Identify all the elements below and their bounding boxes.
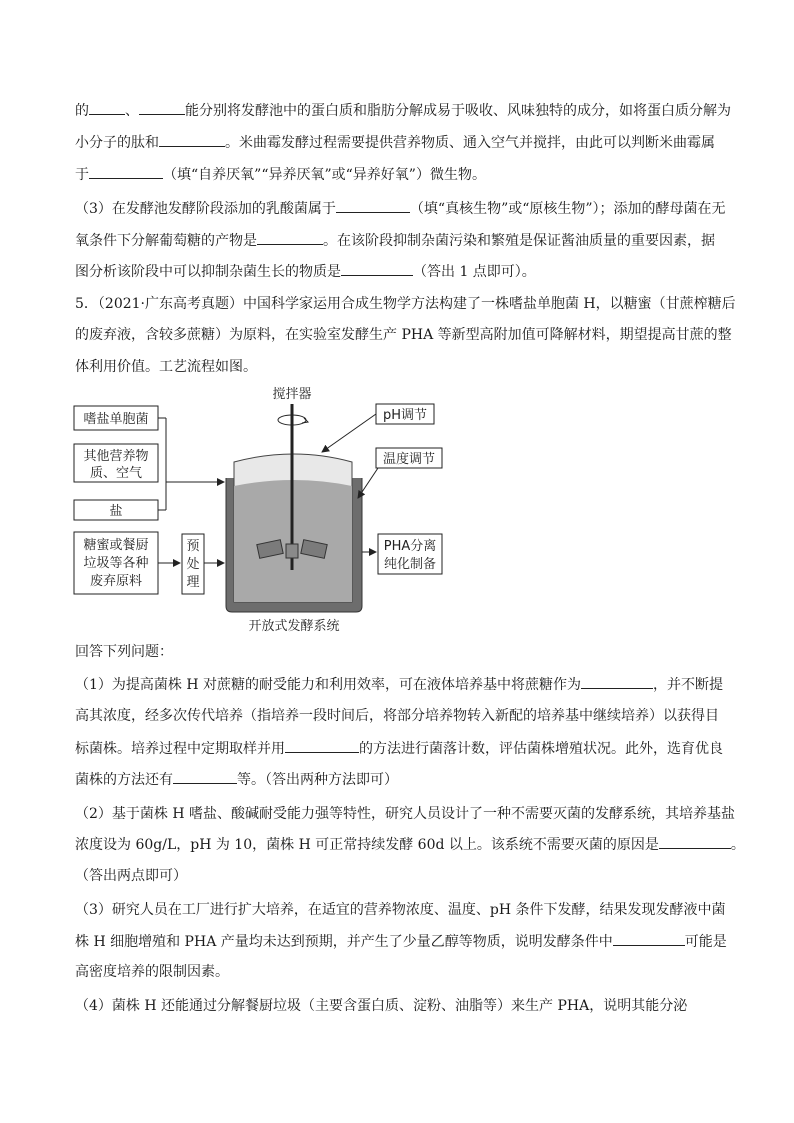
answer-blank <box>139 100 185 115</box>
text: 等。（答出两种方法即可） <box>237 772 398 788</box>
input-label-waste: 废弃原料 <box>89 574 143 589</box>
answer-blank <box>581 674 653 689</box>
text: 于 <box>75 167 89 183</box>
text: 株 H 细胞增殖和 PHA 产量均未达到预期，并产生了少量乙醇等物质，说明发酵条件中 <box>75 934 613 950</box>
text: ，并不断提 <box>653 677 724 693</box>
text: 的方法进行菌落计数，评估菌株增殖状况。此外，选育优良 <box>359 741 723 757</box>
text: 可能是 <box>684 934 727 950</box>
input-label-waste: 垃圾等各种 <box>83 556 149 571</box>
text-line-8: 的废弃液，含较多蔗糖）为原料，在实验室发酵生产 PHA 等新型高附加值可降解材料，期望提高甘蔗的整 <box>75 327 732 343</box>
text-line-14 <box>75 769 398 790</box>
output-label: PHA分离 <box>383 539 437 554</box>
input-label-nutrients: 质、空气 <box>89 466 143 481</box>
answer-blank <box>341 261 413 276</box>
text: 、 <box>125 103 139 119</box>
text: （答出 1 点即可）。 <box>413 264 536 280</box>
pretreatment-label: 处 <box>186 557 200 572</box>
text: 图分析该阶段中可以抑制杂菌生长的物质是 <box>75 264 341 280</box>
text: 标菌株。培养过程中定期取样并用 <box>75 741 285 757</box>
answer-blank <box>89 100 125 115</box>
text-line-16 <box>75 834 745 855</box>
input-label-bacteria: 嗜盐单胞菌 <box>83 412 149 427</box>
input-label-salt: 盐 <box>109 504 123 519</box>
text-line-12: 高其浓度，经多次传代培养（指培养一段时间后，将部分培养物转入新配的培养基中继续培养）以获得目 <box>75 708 719 724</box>
text: 浓度设为 60g/L，pH 为 10，菌株 H 可正常持续发酵 60d 以上。该系统不需要灭菌的原因是 <box>75 837 659 853</box>
stirrer-label: 搅拌器 <box>272 387 312 402</box>
text-line-3 <box>75 164 486 185</box>
text-line-4 <box>75 198 726 219</box>
text: 的 <box>75 103 89 119</box>
answer-blank <box>285 738 359 753</box>
text-line-10: 回答下列问题： <box>75 644 173 660</box>
question-5-header: 5．（2021·广东高考真题）中国科学家运用合成生物学方法构建了一株嗜盐单胞菌 H，以糖蜜（甘蔗榨糖后 <box>75 296 736 312</box>
text-line-6 <box>75 261 536 282</box>
text-line-17: （答出两点即可） <box>75 868 187 884</box>
answer-blank <box>257 230 323 245</box>
pretreatment-label: 预 <box>186 539 200 554</box>
text-line-1 <box>75 100 731 121</box>
text: 氧条件下分解葡萄糖的产物是 <box>75 233 257 249</box>
answer-blank <box>613 931 685 946</box>
text-line-13 <box>75 738 723 759</box>
output-label: 纯化制备 <box>383 557 437 572</box>
input-label-nutrients: 其他营养物 <box>83 449 149 464</box>
answer-blank <box>336 198 410 213</box>
text-line-18: （3）研究人员在工厂进行扩大培养，在适宜的营养物浓度、温度、pH 条件下发酵，结果发现发酵液中菌 <box>75 902 726 918</box>
text-line-21: （4）菌株 H 还能通过分解餐厨垃圾（主要含蛋白质、淀粉、油脂等）来生产 PHA，说明其能分泌 <box>75 998 688 1014</box>
answer-blank <box>173 769 237 784</box>
text: （填“真核生物”或“原核生物”）；添加的酵母菌在无 <box>409 201 726 217</box>
text-line-15: （2）基于菌株 H 嗜盐、酸碱耐受能力强等特性，研究人员设计了一种不需要灭菌的发酵系统，其培养基盐 <box>75 806 736 822</box>
pretreatment-label: 理 <box>186 575 200 590</box>
text: 小分子的肽和 <box>75 135 159 151</box>
text-line-5 <box>75 230 715 251</box>
text: 菌株的方法还有 <box>75 772 173 788</box>
answer-blank <box>659 834 731 849</box>
flow-arrow <box>322 414 376 452</box>
rotation-arrow-icon <box>302 418 308 423</box>
text-line-11 <box>75 674 723 695</box>
impeller-hub <box>286 544 298 558</box>
answer-blank <box>159 132 225 147</box>
text: 。米曲霉发酵过程需要提供营养物质、通入空气并搅拌，由此可以判断米曲霉属 <box>225 135 715 151</box>
answer-blank <box>89 164 163 179</box>
text: 。在该阶段抑制杂菌污染和繁殖是保证酱油质量的重要因素，据 <box>323 233 715 249</box>
diagram-caption: 开放式发酵系统 <box>248 619 340 632</box>
text-line-9: 体利用价值。工艺流程如图。 <box>75 359 257 375</box>
text-line-19 <box>75 931 727 952</box>
text: 。 <box>730 837 745 853</box>
text-line-20: 高密度培养的限制因素。 <box>75 964 229 980</box>
input-label-waste: 糖蜜或餐厨 <box>83 538 149 553</box>
process-flow-diagram <box>60 382 460 632</box>
text-line-2 <box>75 132 715 153</box>
text: 能分别将发酵池中的蛋白质和脂肪分解成易于吸收、风味独特的成分，如将蛋白质分解为 <box>185 103 731 119</box>
text: （填“自养厌氧”“异养厌氧”或“异养好氧”）微生物。 <box>163 167 486 183</box>
text: （3）在发酵池发酵阶段添加的乳酸菌属于 <box>75 201 336 217</box>
temperature-control-label: 温度调节 <box>382 452 436 467</box>
ph-control-label: pH调节 <box>382 408 428 423</box>
text: （1）为提高菌株 H 对蔗糖的耐受能力和利用效率，可在液体培养基中将蔗糖作为 <box>75 677 582 693</box>
